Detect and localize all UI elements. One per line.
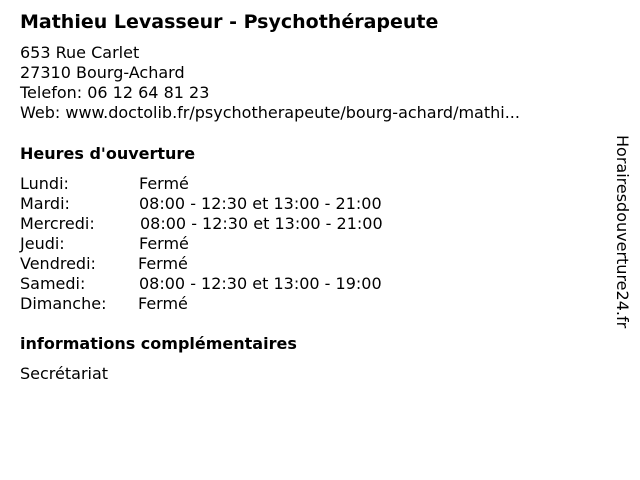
- additional-info-text: Secrétariat: [20, 364, 109, 383]
- day-label: Mardi:: [20, 194, 70, 213]
- site-watermark: [612, 135, 632, 345]
- additional-info-heading: informations complémentaires: [20, 334, 297, 353]
- website-link[interactable]: Web: www.doctolib.fr/psychotherapeute/bourg-achard/mathi...: [20, 103, 520, 122]
- day-label: Lundi:: [20, 174, 69, 193]
- hours-row-lundi: [20, 174, 440, 194]
- hours-row-dimanche: [20, 294, 440, 314]
- day-label: Mercredi:: [20, 214, 95, 233]
- day-label: Vendredi:: [20, 254, 96, 273]
- opening-hours-table: [20, 174, 440, 314]
- day-label: Dimanche:: [20, 294, 107, 313]
- address-block: [20, 43, 520, 123]
- day-hours: Fermé: [138, 254, 188, 273]
- day-label: Jeudi:: [20, 234, 65, 253]
- watermark-text: Horairesdouverture24.fr: [613, 135, 632, 329]
- city-address: 27310 Bourg-Achard: [20, 63, 185, 82]
- day-hours: Fermé: [139, 234, 189, 253]
- street-address: 653 Rue Carlet: [20, 43, 140, 62]
- day-hours: 08:00 - 12:30 et 13:00 - 19:00: [139, 274, 382, 293]
- hours-row-samedi: [20, 274, 440, 294]
- hours-row-mardi: [20, 194, 440, 214]
- day-hours: Fermé: [139, 174, 189, 193]
- opening-hours-heading: Heures d'ouverture: [20, 144, 196, 163]
- hours-row-jeudi: [20, 234, 440, 254]
- hours-row-mercredi: [20, 214, 440, 234]
- page-title: Mathieu Levasseur - Psychothérapeute: [20, 11, 439, 33]
- day-hours: Fermé: [138, 294, 188, 313]
- day-hours: 08:00 - 12:30 et 13:00 - 21:00: [139, 194, 382, 213]
- day-label: Samedi:: [20, 274, 86, 293]
- hours-row-vendredi: [20, 254, 440, 274]
- phone-number: Telefon: 06 12 64 81 23: [20, 83, 210, 102]
- day-hours: 08:00 - 12:30 et 13:00 - 21:00: [140, 214, 383, 233]
